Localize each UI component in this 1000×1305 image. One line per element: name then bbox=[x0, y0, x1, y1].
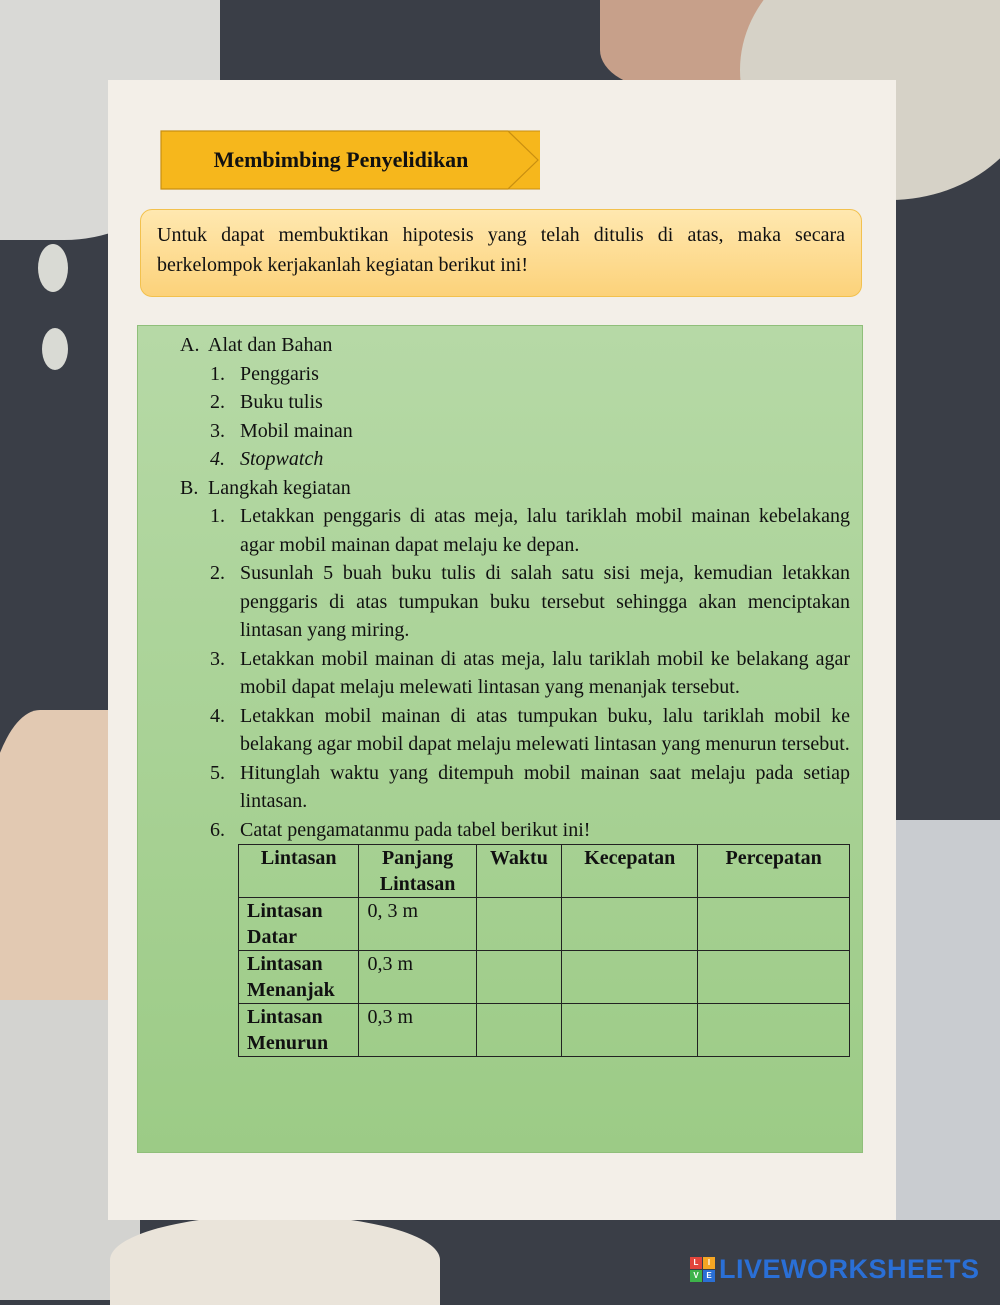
velocity-input-cell[interactable] bbox=[562, 951, 698, 1004]
list-item: 4. Stopwatch bbox=[210, 448, 324, 470]
observation-table bbox=[238, 844, 850, 1057]
acceleration-input-cell[interactable] bbox=[698, 898, 850, 951]
time-input-cell[interactable] bbox=[476, 1004, 562, 1057]
acceleration-input-cell[interactable] bbox=[698, 951, 850, 1004]
time-input-cell[interactable] bbox=[476, 951, 562, 1004]
list-item: 1. Penggaris bbox=[210, 362, 319, 385]
bg-dot-2 bbox=[42, 328, 68, 370]
length-cell: 0, 3 m bbox=[359, 898, 476, 951]
liveworksheets-logo bbox=[690, 1254, 980, 1284]
col-header-percepatan: Percepatan bbox=[698, 845, 850, 898]
col-header-kecepatan: Kecepatan bbox=[562, 845, 698, 898]
time-input-cell[interactable] bbox=[476, 898, 562, 951]
intro-box: Untuk dapat membuktikan hipotesis yang telah ditulis di atas, maka secara berkelompok kerjakanlah kegiatan berikut ini! bbox=[140, 209, 862, 297]
table-row bbox=[239, 1004, 850, 1057]
title-banner bbox=[160, 130, 540, 190]
bg-dot-1 bbox=[38, 244, 68, 292]
activity-content bbox=[180, 331, 850, 1057]
step-item: 3. Letakkan mobil mainan di atas meja, lalu tariklah mobil ke belakang agar mobil dapat melaju melewati lintasan yang menanjak tersebut. bbox=[210, 647, 850, 698]
table-header-row bbox=[239, 845, 850, 898]
row-label: Lintasan Datar bbox=[239, 898, 359, 951]
length-cell: 0,3 m bbox=[359, 1004, 476, 1057]
velocity-input-cell[interactable] bbox=[562, 898, 698, 951]
step-item: 6. Catat pengamatanmu pada tabel berikut ini! bbox=[210, 818, 591, 841]
bg-dots-bottom bbox=[110, 1215, 440, 1305]
list-item: 2. Buku tulis bbox=[210, 391, 323, 413]
col-header-waktu: Waktu bbox=[476, 845, 562, 898]
table-row bbox=[239, 951, 850, 1004]
row-label: Lintasan Menanjak bbox=[239, 951, 359, 1004]
acceleration-input-cell[interactable] bbox=[698, 1004, 850, 1057]
section-a-heading: A. Alat dan Bahan bbox=[180, 334, 333, 356]
section-b-heading: B. Langkah kegiatan bbox=[180, 476, 351, 499]
step-item: 5. Hitunglah waktu yang ditempuh mobil mainan saat melaju pada setiap lintasan. bbox=[210, 761, 850, 812]
table-row bbox=[239, 898, 850, 951]
list-item: 3. Mobil mainan bbox=[210, 419, 353, 442]
step-item: 4. Letakkan mobil mainan di atas tumpukan buku, lalu tariklah mobil ke belakang agar mobil dapat melaju melewati lintasan yang menurun tersebut. bbox=[210, 704, 850, 755]
velocity-input-cell[interactable] bbox=[562, 1004, 698, 1057]
page-title: Membimbing Penyelidikan bbox=[213, 147, 469, 172]
liveworksheets-wordmark: LIVEWORKSHEETS bbox=[719, 1253, 980, 1284]
step-item: 2. Susunlah 5 buah buku tulis di salah satu sisi meja, kemudian letakkan penggaris di atas tumpukan buku tersebut sehingga akan menciptakan lintasan yang miring. bbox=[210, 562, 850, 641]
col-header-panjang: Panjang Lintasan bbox=[359, 845, 476, 898]
liveworksheets-grid-icon: L I V E bbox=[690, 1257, 715, 1282]
step-item: 1. Letakkan penggaris di atas meja, lalu tariklah mobil mainan kebelakang agar mobil mainan dapat melaju ke depan. bbox=[210, 505, 850, 556]
col-header-lintasan: Lintasan bbox=[239, 845, 359, 898]
length-cell: 0,3 m bbox=[359, 951, 476, 1004]
row-label: Lintasan Menurun bbox=[239, 1004, 359, 1057]
